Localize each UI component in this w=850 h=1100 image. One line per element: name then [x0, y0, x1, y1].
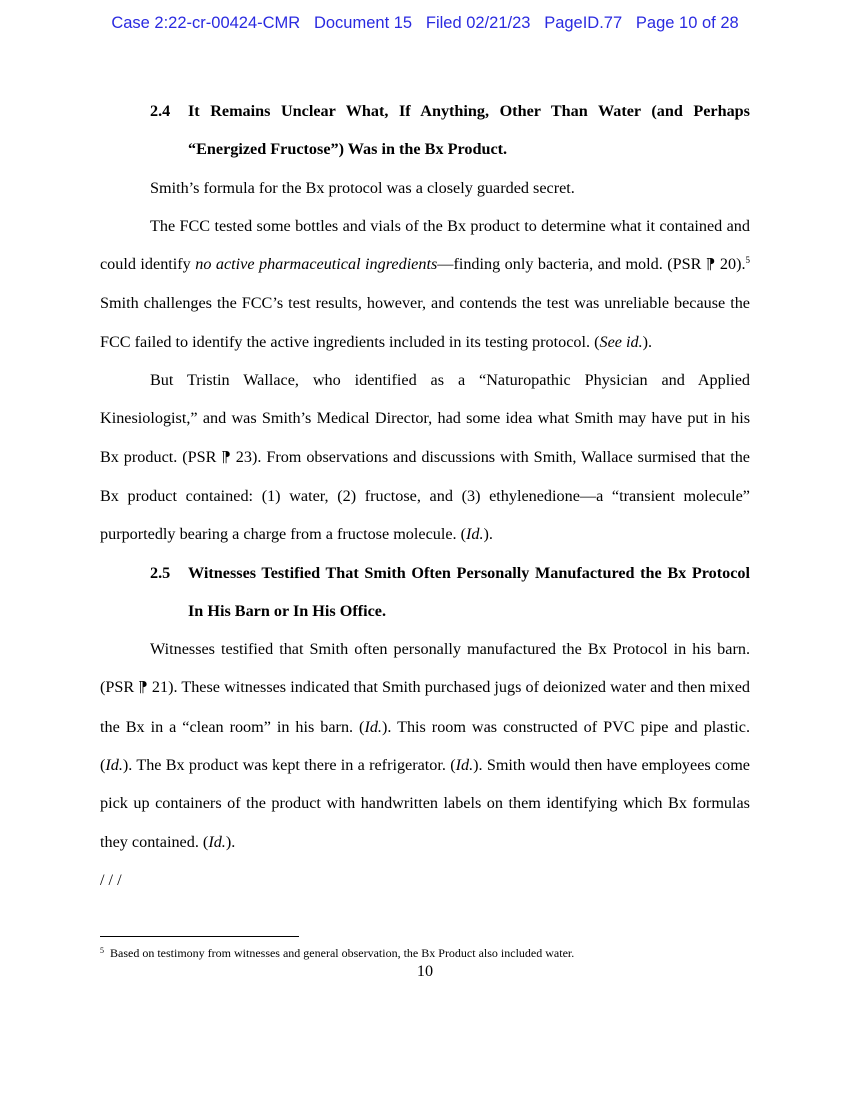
- citation-id: Id.: [364, 717, 382, 736]
- section-heading-2-4: [100, 92, 750, 169]
- citation-id: Id.: [455, 756, 474, 775]
- paragraph-mark: ⁋: [221, 449, 231, 466]
- text-run: ). Smith would then have employees come pick up containers of the product with handwritten labels on them identifying which Bx formulas they contained. (: [100, 756, 750, 851]
- section-title: It Remains Unclear What, If Anything, Other Than Water (and Perhaps “Energized Fructose”) Was in the Bx Product.: [188, 102, 750, 159]
- section-number: 2.5: [150, 563, 171, 582]
- footnote-reference: 5: [745, 255, 751, 266]
- section-title: Witnesses Testified That Smith Often Personally Manufactured the Bx Protocol In His Barn or In His Office.: [188, 563, 750, 620]
- section-heading-2-5: [100, 554, 750, 631]
- text-run: The FCC tested some bottles and vials of the Bx product to determine what it contained and could identify: [100, 216, 750, 274]
- footnote-divider: [100, 936, 299, 937]
- citation-id: Id.: [105, 756, 123, 775]
- text-run: But Tristin Wallace, who identified as a “Naturopathic Physician and Applied Kinesiologist,” and was Smith’s Medical Director, had some idea what Smith may have put in his Bx product. (PSR: [100, 371, 750, 466]
- case-header: Case 2:22-cr-00424-CMR Document 15 Filed 02/21/23 PageID.77 Page 10 of 28: [111, 14, 739, 32]
- italic-phrase: no active pharmaceutical ingredients: [195, 255, 438, 274]
- text-run: 20).: [715, 255, 746, 274]
- text-run: Witnesses testified that Smith often personally manufactured the Bx Protocol in his barn. (PSR: [100, 640, 750, 697]
- footnote-text: Based on testimony from witnesses and general observation, the Bx Product also included water.: [110, 946, 575, 960]
- text-run: ).: [483, 525, 493, 544]
- text-run: ).: [642, 332, 653, 351]
- footnote-mark: 5: [100, 946, 104, 955]
- paragraph-wallace: [100, 361, 750, 553]
- section-number: 2.4: [150, 102, 171, 120]
- paragraph-fcc-testing: [100, 207, 750, 361]
- text-run: ). The Bx product was kept there in a refrigerator. (: [122, 756, 456, 775]
- continuation-slashes: / / /: [100, 870, 122, 889]
- paragraph-formula-secret: Smith’s formula for the Bx protocol was a closely guarded secret.: [150, 178, 575, 197]
- text-run: ). This room was constructed of PVC pipe and plastic. (: [100, 717, 750, 775]
- text-run: 21). These witnesses indicated that Smith purchased jugs of deionized water and then mixed the Bx in a “clean room” in his barn. (: [100, 678, 750, 736]
- paragraph-mark: ⁋: [705, 257, 716, 274]
- text-run: Smith challenges the FCC’s test results, however, and contends the test was unreliable because the FCC failed to identify the active ingredients included in its testing protocol. (: [100, 294, 750, 351]
- paragraph-witnesses: [100, 630, 750, 861]
- document-body: [100, 92, 750, 899]
- paragraph-mark: ⁋: [138, 680, 148, 697]
- text-run: ).: [225, 832, 236, 851]
- citation-id: Id.: [208, 832, 226, 851]
- footnote: [100, 945, 750, 961]
- citation-id: Id.: [466, 525, 484, 544]
- page-number: 10: [416, 962, 434, 980]
- citation-signal: See id.: [599, 332, 643, 351]
- text-run: —finding only bacteria, and mold. (PSR: [437, 255, 706, 274]
- text-run: 23). From observations and discussions with Smith, Wallace surmised that the Bx product contained: (1) water, (2) fructose, and (3) ethylenedione—a “transient molecule” purportedly bearing a charge from a fructose molecule. (: [100, 447, 750, 544]
